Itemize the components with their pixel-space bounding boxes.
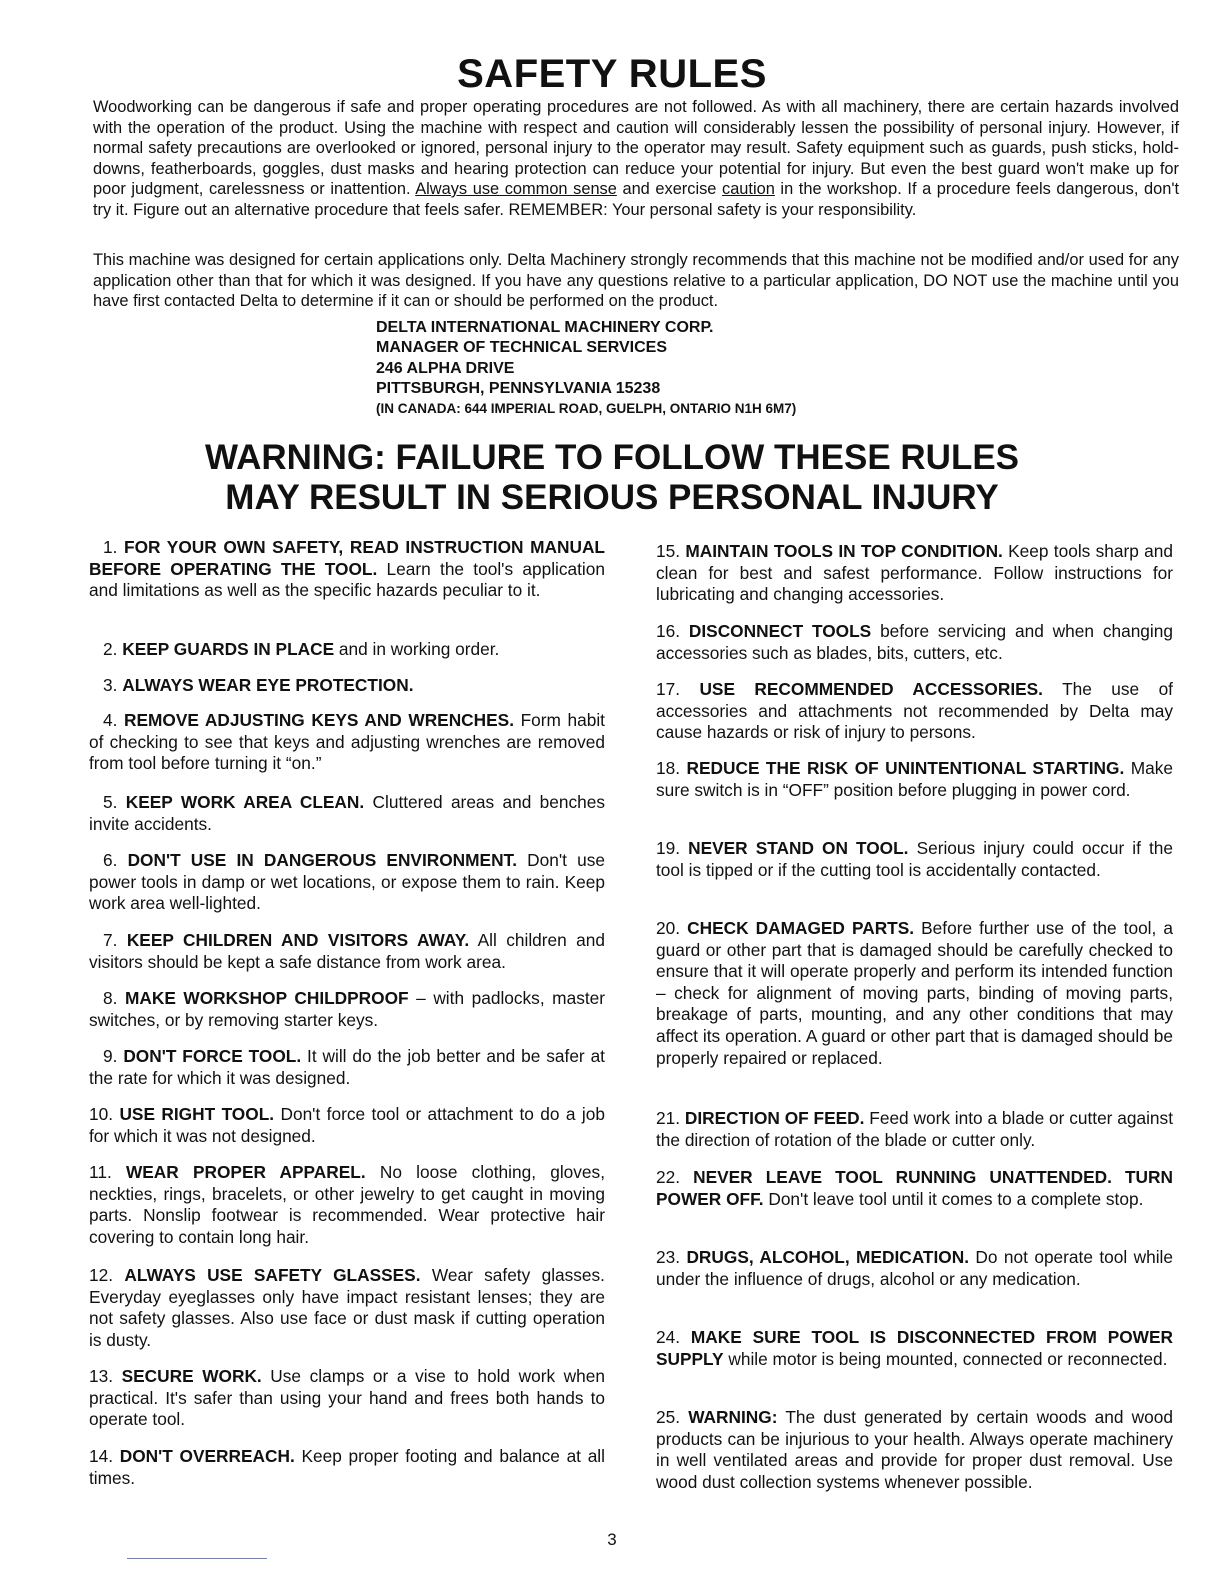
rule-heading: ALWAYS USE SAFETY GLASSES. xyxy=(124,1265,421,1285)
intro-text: and exercise xyxy=(616,180,722,198)
rule-body: It will do the job better and be safer at the rate for which it was designed. xyxy=(89,1046,605,1088)
rule-number: 12. xyxy=(89,1265,114,1285)
address-line: MANAGER OF TECHNICAL SERVICES xyxy=(376,339,667,357)
rule-heading: MAKE SURE TOOL IS DISCONNECTED FROM POWER SUPPLY xyxy=(656,1327,1173,1369)
rule-item xyxy=(89,1265,605,1351)
rule-body: Cluttered areas and benches invite accidents. xyxy=(89,792,605,834)
rule-body: Learn the tool's application and limitations as well as the specific hazards peculiar to it. xyxy=(89,558,605,601)
rule-item xyxy=(89,1162,605,1248)
rule-item xyxy=(89,710,605,775)
rule-number: 22. xyxy=(656,1167,681,1187)
rule-body: and in working order. xyxy=(334,639,500,659)
rule-item xyxy=(656,1247,1173,1290)
rule-body: All children and visitors should be kept a safe distance from work area. xyxy=(89,930,605,972)
warning-line: WARNING: FAILURE TO FOLLOW THESE RULES xyxy=(204,438,1020,477)
rule-body: before servicing and when changing accessories such as blades, bits, cutters, etc. xyxy=(656,621,1173,663)
rule-number: 18. xyxy=(656,758,681,778)
rule-item xyxy=(656,1327,1173,1370)
rule-heading: REMOVE ADJUSTING KEYS AND WRENCHES. xyxy=(124,710,514,730)
rule-item xyxy=(89,850,605,915)
rule-body: while motor is being mounted, connected or reconnected. xyxy=(723,1348,1168,1369)
rule-heading: MAINTAIN TOOLS IN TOP CONDITION. xyxy=(685,541,1003,561)
rule-heading: CHECK DAMAGED PARTS. xyxy=(687,918,915,938)
rule-number: 23. xyxy=(656,1247,681,1267)
rule-body: The dust generated by certain woods and wood products can be injurious to your health. Always operate machinery in well ventilated areas and provide for proper dust removal. Use wood dust collection systems whenever possible. xyxy=(656,1407,1173,1492)
rule-number: 14. xyxy=(89,1446,114,1466)
rule-number: 24. xyxy=(656,1327,681,1347)
rule-body: Keep proper footing and balance at all times. xyxy=(89,1446,605,1488)
rule-body: Don't use power tools in damp or wet locations, or expose them to rain. Keep work area well-lighted. xyxy=(89,850,605,914)
intro-paragraph-2: This machine was designed for certain applications only. Delta Machinery strongly recommends that this machine not be modified and/or used for any application other than that for which it was designed. If you have any questions relative to a particular application, DO NOT use the machine until you have first contacted Delta to determine if it can or should be performed on the product. xyxy=(93,251,1179,310)
rule-heading: MAKE WORKSHOP CHILDPROOF xyxy=(124,988,409,1008)
rule-body: Make sure switch is in “OFF” position before plugging in power cord. xyxy=(656,758,1173,800)
rule-heading: FOR YOUR OWN SAFETY, READ INSTRUCTION MANUAL BEFORE OPERATING THE TOOL. xyxy=(89,537,605,579)
rule-number: 11. xyxy=(89,1162,112,1182)
rule-item xyxy=(89,930,605,973)
rule-heading: USE RIGHT TOOL. xyxy=(119,1104,275,1124)
rule-number: 10. xyxy=(89,1104,114,1124)
rule-heading: WEAR PROPER APPAREL. xyxy=(125,1162,366,1182)
footer-divider xyxy=(127,1558,267,1559)
rule-number: 20. xyxy=(656,918,681,938)
rule-item xyxy=(656,1407,1173,1493)
rule-number: 16. xyxy=(656,621,681,641)
rule-item xyxy=(656,918,1173,1069)
rule-number: 1. xyxy=(103,537,118,557)
warning-line: MAY RESULT IN SERIOUS PERSONAL INJURY xyxy=(225,478,999,517)
rule-item xyxy=(656,679,1173,744)
rule-heading: KEEP CHILDREN AND VISITORS AWAY. xyxy=(126,930,470,950)
rule-heading: USE RECOMMENDED ACCESSORIES. xyxy=(699,679,1043,699)
rule-heading: SECURE WORK. xyxy=(121,1366,262,1386)
rule-body: Don't leave tool until it comes to a complete stop. xyxy=(763,1188,1144,1209)
company-address xyxy=(376,318,796,419)
page-number: 3 xyxy=(607,1530,617,1549)
intro-text: in the workshop. If a procedure feels dangerous, don't try it. Figure out an alternative procedure that feels safer. REMEMBER: Your personal safety is your responsibility. xyxy=(93,180,1180,219)
rule-item xyxy=(89,675,605,697)
rule-heading: DRUGS, ALCOHOL, MEDICATION. xyxy=(686,1247,970,1267)
rule-body: Use clamps or a vise to hold work when practical. It's safer than using your hand and frees both hands to operate tool. xyxy=(89,1366,605,1430)
rule-heading: KEEP WORK AREA CLEAN. xyxy=(125,792,365,812)
rule-number: 25. xyxy=(656,1407,681,1427)
address-line: PITTSBURGH, PENNSYLVANIA 15238 xyxy=(376,379,661,397)
rule-item xyxy=(656,838,1173,881)
rule-body: No loose clothing, gloves, neckties, rings, bracelets, or other jewelry to get caught in moving parts. Nonslip footwear is recommended. Wear protective hair covering to contain long hair. xyxy=(89,1162,605,1247)
rule-body: Serious injury could occur if the tool is tipped or if the cutting tool is accidentally contacted. xyxy=(656,838,1174,880)
rule-number: 6. xyxy=(103,850,118,870)
rule-item xyxy=(89,792,605,835)
rule-heading: NEVER LEAVE TOOL RUNNING UNATTENDED. TURN POWER OFF. xyxy=(656,1167,1173,1209)
rule-heading: NEVER STAND ON TOOL. xyxy=(688,838,909,858)
rule-number: 9. xyxy=(103,1046,118,1066)
rule-body: Don't force tool or attachment to do a job for which it was not designed. xyxy=(89,1104,605,1146)
rule-body: Do not operate tool while under the influence of drugs, alcohol or any medication. xyxy=(656,1247,1173,1289)
rule-item xyxy=(656,1108,1173,1151)
rule-item xyxy=(89,1046,605,1089)
intro-text: Woodworking can be dangerous if safe and proper operating procedures are not followed. As with all machinery, there are certain hazards involved with the operation of the product. Using the machine with respect and caution will considerably lessen the possibility of personal injury. However, if normal safety precautions are overlooked or ignored, personal injury to the operator may result. Safety equipment such as guards, push sticks, hold-downs, featherboards, goggles, dust masks and hearing protection can reduce your potential for injury. But even the best guard won't make up for poor judgment, carelessness or inattention. xyxy=(93,98,1179,198)
rule-heading: KEEP GUARDS IN PLACE xyxy=(122,639,335,659)
rule-item xyxy=(89,988,605,1031)
rule-item xyxy=(89,1104,605,1147)
rule-heading: REDUCE THE RISK OF UNINTENTIONAL STARTING. xyxy=(686,758,1125,778)
address-line-canada: (IN CANADA: 644 IMPERIAL ROAD, GUELPH, ONTARIO N1H 6M7) xyxy=(376,401,797,417)
rule-body: Wear safety glasses. Everyday eyeglasses only have impact resistant lenses; they are not safety glasses. Also use face or dust mask if cutting operation is dusty. xyxy=(89,1265,605,1350)
rule-body: Form habit of checking to see that keys and adjusting wrenches are removed from tool before turning it “on.” xyxy=(89,710,605,774)
rule-body: – with padlocks, master switches, or by removing starter keys. xyxy=(89,988,605,1030)
address-line: DELTA INTERNATIONAL MACHINERY CORP. xyxy=(376,319,714,336)
rule-heading: DON'T OVERREACH. xyxy=(119,1446,295,1466)
address-line: 246 ALPHA DRIVE xyxy=(376,359,515,377)
rule-heading: DIRECTION OF FEED. xyxy=(684,1108,865,1128)
rule-number: 21. xyxy=(656,1108,681,1128)
rule-number: 5. xyxy=(103,792,118,812)
rule-heading: DON'T USE IN DANGEROUS ENVIRONMENT. xyxy=(127,850,517,870)
rule-heading: DISCONNECT TOOLS xyxy=(688,621,872,641)
rule-item xyxy=(656,621,1173,664)
rule-item xyxy=(89,639,605,661)
rule-body: Feed work into a blade or cutter against the direction of rotation of the blade or cutter only. xyxy=(656,1108,1173,1150)
rule-number: 3. xyxy=(103,675,118,695)
rule-body: The use of accessories and attachments not recommended by Delta may cause hazards or risk of injury to persons. xyxy=(656,679,1173,743)
intro-underlined-text: caution xyxy=(722,180,775,198)
rule-number: 13. xyxy=(89,1366,114,1386)
page-title: SAFETY RULES xyxy=(457,52,767,96)
rule-item xyxy=(89,537,605,602)
warning-heading xyxy=(0,438,1224,518)
rule-number: 7. xyxy=(103,930,118,950)
rule-item xyxy=(656,541,1173,606)
rule-item xyxy=(656,758,1173,801)
rule-number: 2. xyxy=(103,639,118,659)
intro-underlined-text: Always use common sense xyxy=(415,180,617,198)
rule-number: 17. xyxy=(656,679,681,699)
rule-heading: DON'T FORCE TOOL. xyxy=(123,1046,302,1066)
rule-item xyxy=(656,1167,1173,1210)
rule-body: Before further use of the tool, a guard or other part that is damaged should be carefully checked to ensure that it will operate properly and perform its intended function – check for alignment of moving parts, binding of moving parts, breakage of parts, mounting, and any other conditions that may affect its operation. A guard or other part that is damaged should be properly repaired or replaced. xyxy=(656,918,1174,1068)
rule-heading: WARNING: xyxy=(688,1407,778,1427)
rule-body: Keep tools sharp and clean for best and safest performance. Follow instructions for lubricating and changing accessories. xyxy=(656,541,1173,605)
rule-heading: ALWAYS WEAR EYE PROTECTION. xyxy=(122,675,414,695)
rule-number: 4. xyxy=(103,710,118,730)
rule-item xyxy=(89,1366,605,1431)
rule-number: 19. xyxy=(656,838,681,858)
intro-paragraph-1 xyxy=(93,97,1179,220)
rule-number: 15. xyxy=(656,541,681,561)
rule-number: 8. xyxy=(103,988,118,1008)
rule-item xyxy=(89,1446,605,1489)
